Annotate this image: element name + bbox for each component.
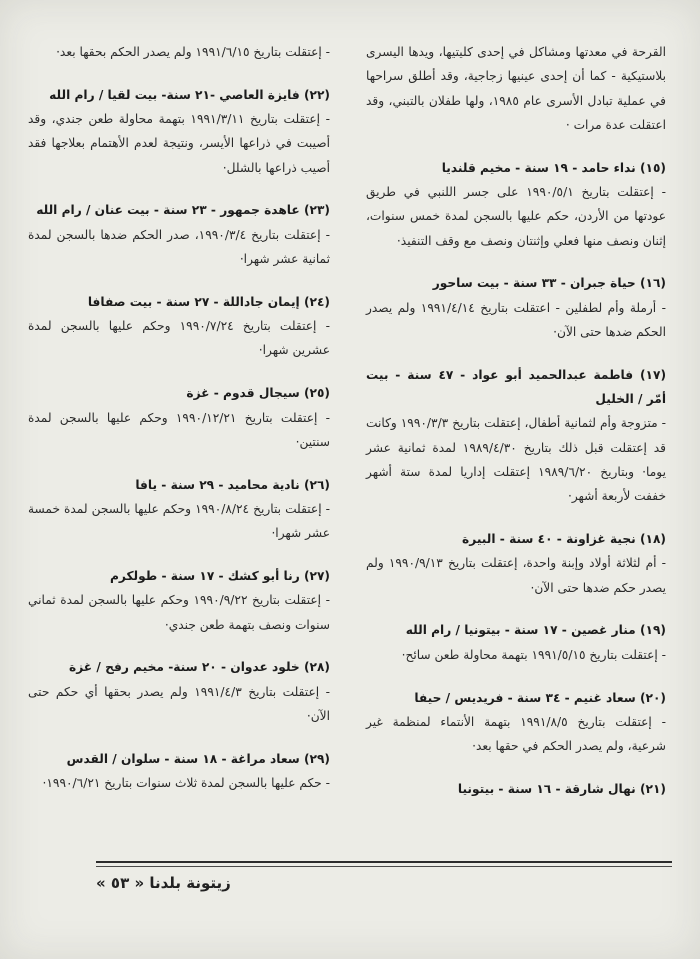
page-footer: زيتونة بلدنا « ٥٣ » [96, 874, 231, 892]
entry-heading: (٢٣) عاهدة جمهور - ٢٣ سنة - بيت عنان / رام الله [36, 203, 330, 218]
entry-heading: (١٦) حياة جبران - ٣٣ سنة - بيت ساحور [432, 276, 666, 291]
entry-text: - إعتقلت بتاريخ ١٩٩١/٨/٥ بتهمة الأنتماء لمنظمة غير شرعية، ولم يصدر الحكم في حقها بعد· [366, 714, 666, 754]
entry-heading: (١٨) نجية غزاونة - ٤٠ سنة - البيرة [462, 532, 666, 547]
entry-text: - إعتقلت بتاريخ ١٩٩١/٥/١٥ بتهمة محاولة طعن سائح· [401, 647, 666, 662]
entry-text: - إعتقلت بتاريخ ١٩٩٠/٨/٢٤ وحكم عليها بالسجن لمدة خمسة عشر شهرا· [28, 501, 331, 541]
prisoner-entry [366, 271, 666, 344]
prisoner-entry [28, 564, 330, 637]
entry-heading: (٢٥) سيجال قدوم - غزة [186, 386, 330, 401]
entry-text: - إعتقلت بتاريخ ١٩٩١/٦/١٥ ولم يصدر الحكم بحقها بعد· [56, 45, 330, 59]
footer-rule-thin [96, 866, 672, 867]
prisoner-entry [366, 156, 666, 253]
prisoner-entry [366, 618, 666, 667]
entry-text: - إعتقلت بتاريخ ١٩٩٠/١٢/٢١ وحكم عليها بالسجن لمدة سنتين· [28, 410, 331, 449]
entry-text: - إعتقلت بتاريخ ١٩٩١/٣/١١ بتهمة محاولة طعن جندي، وقد أصيبت في ذراعها الأيسر، ونتيجة لعدم الأهتمام بعلاجها فقد أصيب ذراعها بالشلل· [28, 112, 330, 175]
entry-text: - متزوجة وأم لثمانية أطفال، إعتقلت بتاريخ ١٩٩٠/٣/٣ وكانت قد إعتقلت قبل ذلك بتاريخ ١٩٨٩/٤/٣٠ لمدة ثمانية عشر يوما· وبتاريخ ١٩٨٩/٦/٢٠ إعتقلت إداريا لمدة ستة أشهر خففت لأربعة أشهر· [366, 416, 667, 504]
prisoner-entry [366, 363, 666, 509]
entry-text: - إعتقلت بتاريخ ١٩٩٠/٣/٤، صدر الحكم ضدها بالسجن لمدة ثمانية عشر شهرا· [28, 227, 330, 267]
entry-heading: (٢٧) رنا أبو كشك - ١٧ سنة - طولكرم [109, 569, 330, 584]
prisoner-entry [366, 777, 666, 801]
footer-rule [96, 861, 672, 870]
entry-text: - أرملة وأم لطفلين - اعتقلت بتاريخ ١٩٩١/٤/١٤ ولم يصدر الحكم ضدها حتى الآن· [366, 300, 666, 339]
right-column [366, 40, 666, 820]
entry-heading: (٢٠) سعاد غنيم - ٣٤ سنة - فريديس / حيفا [414, 690, 666, 705]
prisoner-entry [28, 198, 330, 271]
prisoner-entry [28, 290, 330, 363]
entry-heading: (١٥) نداء حامد - ١٩ سنة - مخيم قلنديا [441, 160, 666, 175]
entry-heading: (٢٨) خلود عدوان - ٢٠ سنة- مخيم رفح / غزة [69, 660, 330, 675]
entry-heading: (٢٤) إيمان جاداللة - ٢٧ سنة - بيت صفافا [87, 294, 330, 309]
prisoner-entry [28, 381, 330, 454]
entry-text: - أم لثلاثة أولاد وإبنة واحدة، إعتقلت بتاريخ ١٩٩٠/٩/١٣ ولم يصدر حكم ضدها حتى الآن· [366, 556, 666, 595]
entry-text: - إعتقلت بتاريخ ١٩٩٠/٥/١ على جسر اللنبي في طريق عودتها من الأردن، حكم عليها بالسجن لمدة خمس سنوات، إثنان ونصف منها فعلي وإثنتان ونصف مع وقف التنفيذ· [366, 184, 666, 248]
entry-heading: (٢٢) فايزة العاصي -٢١ سنة- بيت لقيا / رام الله [49, 87, 330, 102]
footer-rule-thick [96, 861, 672, 863]
entry-text: القرحة في معدتها ومشاكل في إحدى كليتيها، ويدها اليسرى بلاستيكية - كما أن إحدى عينيها زجاجية، وقد أطلق سراحها في عملية تبادل الأسرى عام ١٩٨٥، ولها طفلان بالتبني، وقد اعتقلت عدة مرات · [366, 45, 667, 132]
prisoner-entry [366, 686, 666, 759]
entry-text: - إعتقلت بتاريخ ١٩٩١/٤/٣ ولم يصدر بحقها أي حكم حتى الآن· [28, 684, 331, 724]
entry-heading: (١٧) فاطمة عبدالحميد أبو عواد - ٤٧ سنة - بيت أمّر / الخليل [366, 367, 667, 407]
prisoner-entry [366, 40, 666, 137]
entry-heading: (٢١) نهال شارقة - ١٦ سنة - بيتونيا [457, 781, 666, 796]
prisoner-entry [28, 40, 330, 64]
entry-heading: (١٩) منار غصين - ١٧ سنة - بيتونيا / رام الله [405, 623, 666, 638]
prisoner-entry [28, 747, 330, 796]
prisoner-entry [28, 83, 330, 180]
entry-text: - إعتقلت بتاريخ ١٩٩٠/٧/٢٤ وحكم عليها بالسجن لمدة عشرين شهرا· [28, 319, 330, 358]
entry-text: - إعتقلت بتاريخ ١٩٩٠/٩/٢٢ وحكم عليها بالسجن لمدة ثماني سنوات ونصف بتهمة طعن جندي· [28, 593, 331, 632]
entry-heading: (٢٦) نادية محاميد - ٢٩ سنة - يافا [135, 477, 330, 492]
entry-text: - حكم عليها بالسجن لمدة ثلاث سنوات بتاريخ ١٩٩٠/٦/٢١· [42, 776, 330, 791]
entry-heading: (٢٩) سعاد مراغة - ١٨ سنة - سلوان / القدس [66, 751, 330, 766]
left-column [28, 40, 330, 814]
prisoner-entry [28, 655, 330, 728]
prisoner-entry [366, 527, 666, 600]
prisoner-entry [28, 473, 330, 546]
